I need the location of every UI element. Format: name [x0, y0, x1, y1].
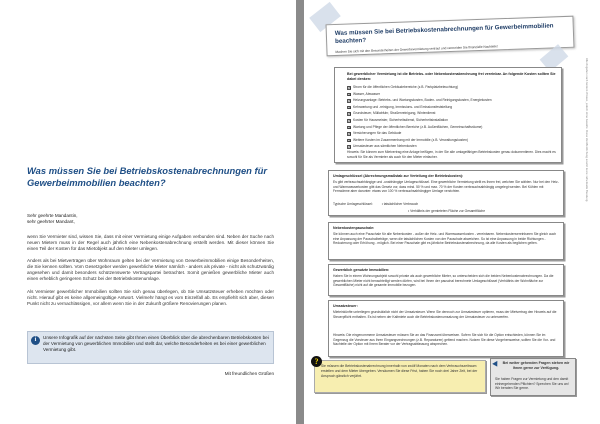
- info-icon: i: [31, 336, 40, 345]
- checkbox-icon: ☒: [348, 145, 352, 150]
- list-item: ☒ Wasser, Abwasser: [348, 91, 380, 97]
- body-paragraph: Anders als bei Mietverträgen über Wohnraum gelten bei der Vermietung von Gewerbeimmobilien einige Besonderheiten, die Sie kennen sollten. Vom Gesetzgeber werden gewerbliche Mieter nämlich - anders als private - nicht als schutzwürdig angesehen und damit besonders schützenswerte Vertragspartei betrachtet. Somit genießen gewerbliche Mieter auch einen erheblich geringeren Schutz bei der Betriebskostenumlage.: [27, 258, 274, 282]
- deadline-text: Sie müssen die Betriebskostenabrechnung innerhalb von zwölf Monaten nach dem Verbrauchszeitraum erstellen und dem Mieter übergeben. Versäumen Sie diese Frist, haben Sie noch drei Jahre Zeit, bei der Anspruch gänzlich verjährt.: [321, 364, 478, 378]
- greeting-line: sehr geehrter Mandant,: [27, 218, 75, 224]
- umlage-row-value: • Verhältnis der gemieteten Fläche zur Gesamtfläche: [408, 209, 486, 213]
- list-item: ☒ Wartung und Pflege der öffentlichen Bereiche (z.B. Außenflächen, Gemeinschaftsräume): [348, 124, 483, 130]
- costs-box: [334, 67, 562, 163]
- umlage-row-label: Typische Umlageschlüssel:: [333, 202, 373, 206]
- list-item: ☒ Grundsteuer, Müllabfuhr, Straßenreinigung, Winterdienst: [348, 111, 436, 117]
- box-text: Haben Sie in einem Wohnungsobjekt sowohl private als auch gewerbliche Mieter, so unterscheiden sich die beiden Nebenkostenabrechnungen. Da die gewerblichen Mieter nicht benachteiligt werden dürfen, wird bei Ihnen der pauschal berechnete Umlageschlüssel (Verhältnis der Wohnfläche zur Gesamtfläche) nicht auf die gesamte Immobilie bezogen.: [333, 274, 554, 288]
- costs-heading: Bei gewerblicher Vermietung ist die Betriebs- oder Nebenkostenabrechnung frei vereinbar. An folgende Kosten sollten Sie dabei denken:: [347, 72, 556, 81]
- list-item: ☒ Strom für die öffentlichen Gebäudebereiche (z.B. Parkplatzbeleuchtung): [348, 85, 459, 90]
- box-hint: Hinweis: Die eingenommene Umsatzsteuer müssen Sie an das Finanzamt überweisen. Sofern Sie sich für die Option entschieden, können Sie im Gegenzug die Vorsteuer aus Ihren Eingangsrechnungen (z.B. Reparaturen) geltend machen. Nutzen Sie diese Vorgehensweise, sollten Sie die Vor- und Nachteile der Option mit Ihrem Berater vor der Vertragsabfassung absprechen.: [333, 333, 556, 347]
- checkbox-icon: ☒: [348, 99, 352, 104]
- checkbox-icon: ☒: [348, 125, 352, 130]
- side-note-text: Alle Angaben nach bestem Wissen, jedoch ohne Gewähr. Diese Veröffentlichung ersetzt keine individuelle Beratung.: [585, 58, 589, 203]
- body-paragraph: wenn Sie Vermieter sind, wissen Sie, dass mit einer Vermietung einige Aufgaben verbunden sind. Neben der Suche nach neuen Mietern muss in der Regel auch jährlich eine Nebenkostenabrechnung erstellt werden. Mit dieser können Sie einen Teil der Kosten für das Mietobjekt auf den Mieter umlegen.: [27, 234, 274, 252]
- cost-list: [347, 85, 557, 151]
- checkbox-icon: ☒: [348, 92, 352, 97]
- list-item: ☒ Kehrwartung und -reinigung, Immissions- und Emissionsfeststellung: [348, 104, 453, 110]
- umlage-row-value: • tatsächlicher Verbrauch: [381, 202, 419, 206]
- card-title: Was müssen Sie bei Betriebskostenabrechnungen für Gewerbeimmobilien beachten?: [334, 22, 554, 46]
- tip-text: Unsere Infografik auf der nächsten Seite gibt Ihnen einen Überblick über die abrechenbaren Betriebskosten bei der Vermietung von gewerblichen Immobilien und stellt dar, welche Besonderheiten es bei einer gewerblichen Vermietung gibt.: [43, 335, 269, 353]
- box-title: Nebenkostenpauschale:: [333, 226, 375, 230]
- box-text: Mieteinkünfte unterliegen grundsätzlich nicht der Umsatzsteuer. Wenn Sie dennoch zur Umsatzsteuer optieren, muss der Mietvertrag den Hinweis auf die Steuerpflicht enthalten. Es ist neben der Kaltmiete auch die Betriebskostenumsatzung der Umsatzsteuer zu unterwerfen.: [333, 310, 557, 319]
- box-title: Umsatzsteuer:: [333, 304, 358, 308]
- list-item: ☒ Kosten für Hausmeister, Sicherheitsdienst, Sicherheitsinstallation: [348, 117, 448, 123]
- contact-text: Sie haben Fragen zur Vermietung und den damit einhergehenden Pflichten? Sprechen Sie uns an! Wir beraten Sie gerne.: [495, 377, 569, 391]
- list-item: ☒ Umsatzsteuer aus sämtlichen Nebenkosten: [348, 144, 417, 150]
- costs-hint: Hinweis: Sie können zum Mietvertrag eine Anlage beifügen, in der Sie alle umlagefähigen Betriebskosten genau dokumentieren. Dies macht es sowohl für Sie als Vermieter als auch für den Mieter einfacher.: [347, 150, 556, 159]
- contact-heading: Bei weiter gehenden Fragen stehen wir Ihnen gerne zur Verfügung.: [502, 361, 570, 370]
- list-item: ☒ Weitere Kosten im Zusammenhang mit der Immobilie (z.B. Verwaltungskosten): [348, 137, 469, 143]
- pauschale-box: [328, 222, 564, 260]
- box-title: Umlageschlüssel (Abrechnungsmaßstab zur Verteilung der Betriebskosten):: [333, 174, 464, 178]
- contact-box: [490, 358, 576, 396]
- box-text: Sie können auch eine Pauschale für alle Nebenkosten - außer die Heiz- und Warmwasserkosten - vereinbaren. Nebenkostenvereinbaren Sie gleich auch eine Anpassung der Pauschalbeträge, wenn die tatsächlichen Kosten von der Pauschale abweichen. So ist eine Anpassung in beide Richtungen - Reduzierung oder Erhöhung - möglich. Bei einer Pauschale gibt es jährliche Betriebskostenabrechnung, da alle Kosten als beglichen gelten.: [333, 232, 557, 246]
- checkbox-icon: ☒: [348, 118, 352, 123]
- umsatzsteuer-box: [328, 300, 564, 357]
- checkbox-icon: ☒: [348, 132, 352, 137]
- question-icon: ?: [311, 356, 322, 367]
- list-item: ☒ Heizungsanlage: Betriebs- und Wartungskosten, Boden- und Reinigungskosten, Energiekosten: [348, 98, 492, 104]
- deadline-note: [314, 357, 486, 393]
- left-page: [0, 0, 296, 424]
- greeting-line: Sehr geehrte Mandantin,: [27, 213, 78, 218]
- page-title: Was müssen Sie bei Betriebskostenabrechnungen für Gewerbeimmobilien beachten?: [27, 165, 267, 189]
- infographic-tip-box: [27, 331, 274, 364]
- checkbox-icon: ☒: [348, 112, 352, 117]
- checkbox-icon: ☒: [348, 105, 352, 110]
- checkbox-icon: ☒: [348, 86, 352, 90]
- side-note: [579, 58, 589, 358]
- box-text: Es gibt verbrauchsabhängige und -unabhängige Umlageschlüssel. Eine gewerbliche Vermietung stellt es Ihnen frei, welchen Sie wählen. Nur bei den Heiz- und Warmwasserkosten gibt das Gesetz vor, dass mind. 50 % und max. 70 % der Kosten verbrauchsabhängig umgelegt werden. Bei Kühlen mit Fernwärme aber darunter: etwas von 100 % verbrauchsabhängiger Umlage verzichten.: [333, 180, 559, 194]
- checkbox-icon: ☒: [348, 138, 352, 143]
- body-paragraph: Als Vermieter gewerblicher Immobilien sollten Sie sich genau überlegen, ob Sie Umsatzsteuer erheben möchten oder nicht. Hierauf gibt es keine allgemeingültige Antwort. Vielmehr hängt es vom Einzelfall ab. Es empfiehlt sich aber, diesen Punkt nicht zu vernachlässigen, vor allem wenn Sie in der Zukunft größere Renovierungen planen.: [27, 289, 274, 307]
- umlage-row: [333, 202, 418, 206]
- list-item: ☒ Versicherungen für das Gebäude: [348, 131, 402, 137]
- umlage-box: [328, 170, 564, 216]
- title-card: [326, 16, 575, 57]
- closing: Mit freundlichen Grüßen: [224, 371, 274, 376]
- card-subtitle: Machen Sie sich mit den Besonderheiten der Gewerbevermietung vertraut und vermeiden Sie finanzielle Nachteile!: [335, 44, 498, 55]
- arrow-icon: [492, 361, 500, 368]
- gewerblich-box: [328, 264, 564, 296]
- box-title: Gewerblich genutzte Immobilien:: [333, 268, 390, 272]
- greeting: [27, 213, 78, 224]
- right-page: [304, 0, 600, 424]
